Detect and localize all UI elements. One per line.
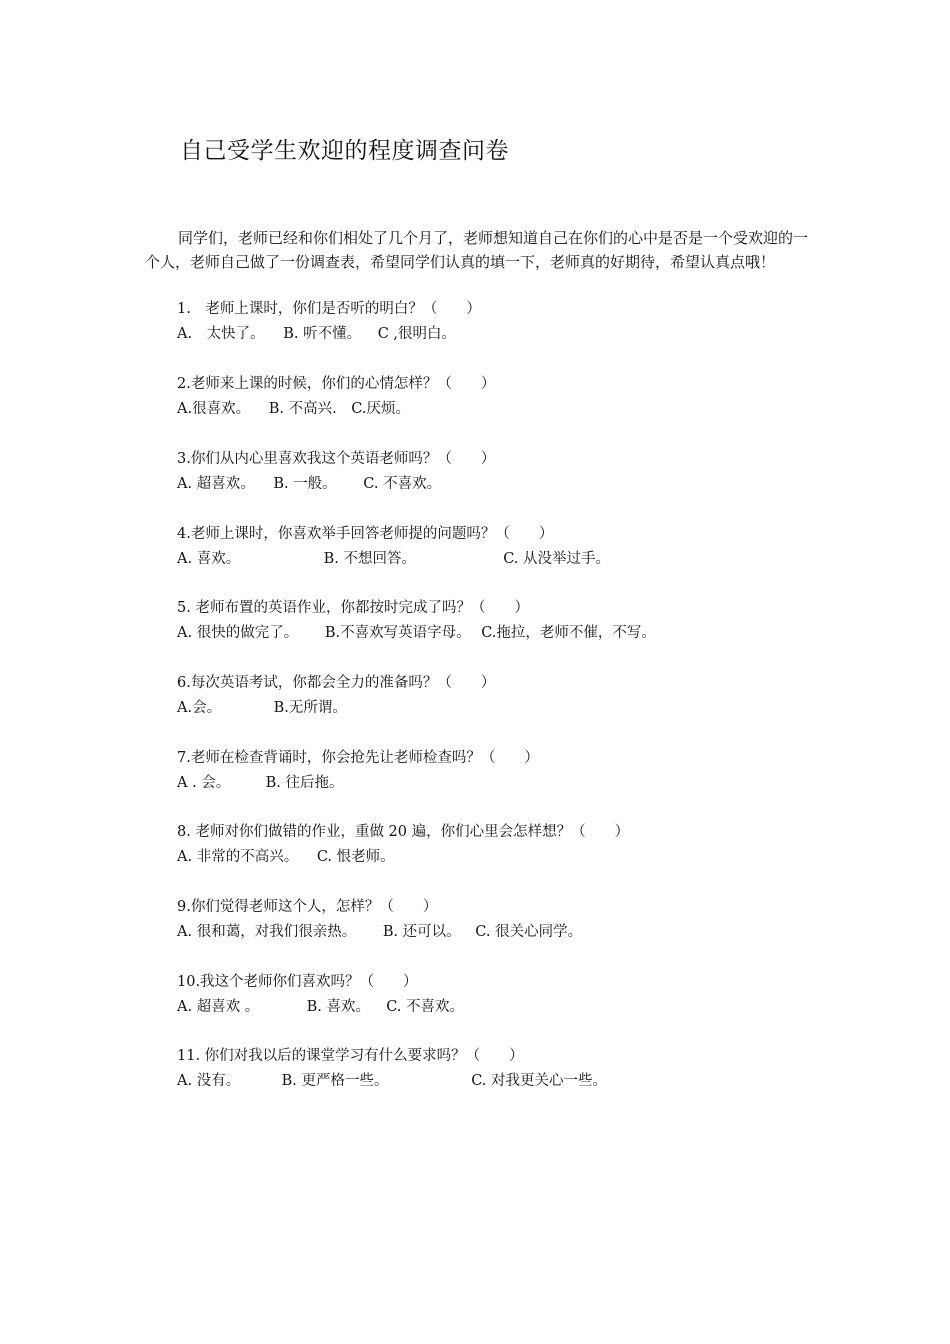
option-c: C. 从没举过手。 xyxy=(503,551,611,567)
answer-options xyxy=(177,995,817,1020)
question-text: 6.每次英语考试，你都会全力的准备吗？（ ） xyxy=(177,675,496,691)
option-a: A. 很和蔼，对我们很亲热。 xyxy=(177,924,357,940)
question-block-2 xyxy=(177,372,817,422)
option-b: B. 往后拖。 xyxy=(265,775,344,791)
option-a: A. 没有。 xyxy=(177,1073,241,1089)
option-a: A. 太快了。 xyxy=(177,326,265,342)
option-c: C. 对我更关心一些。 xyxy=(471,1073,608,1089)
question-block-9 xyxy=(177,895,817,945)
question-block-7 xyxy=(177,746,817,796)
option-a: A.会。 xyxy=(177,700,222,716)
question-block-11 xyxy=(177,1044,817,1094)
option-a: A. 非常的不高兴。 xyxy=(177,849,299,865)
page-title: 自己受学生欢迎的程度调查问卷 xyxy=(180,138,509,164)
option-a: A. 喜欢。 xyxy=(177,551,241,567)
answer-options xyxy=(177,397,817,422)
option-c: C ,很明白。 xyxy=(377,326,456,342)
option-c: C. 不喜欢。 xyxy=(386,999,465,1015)
answer-options xyxy=(177,1069,817,1094)
answer-options xyxy=(177,322,817,347)
option-b: B. 喜欢。 xyxy=(306,999,370,1015)
question-text: 11. 你们对我以后的课堂学习有什么要求吗？（ ） xyxy=(177,1048,524,1064)
option-a: A. 超喜欢 。 xyxy=(177,999,260,1015)
option-b: B. 不想回答。 xyxy=(323,551,416,567)
option-c: C.厌烦。 xyxy=(351,401,410,417)
question-text: 3.你们从内心里喜欢我这个英语老师吗？（ ） xyxy=(177,451,496,467)
question-text: 1. 老师上课时，你们是否听的明白？（ ） xyxy=(177,301,481,317)
question-block-6 xyxy=(177,671,817,721)
option-b: B. 还可以。 xyxy=(382,924,461,940)
option-c: C. 很关心同学。 xyxy=(475,924,583,940)
option-b: B. 听不懂。 xyxy=(283,326,362,342)
option-a: A. 很快的做完了。 xyxy=(177,625,299,641)
question-text: 10.我这个老师你们喜欢吗？（ ） xyxy=(177,974,418,990)
question-block-4 xyxy=(177,522,817,572)
answer-options xyxy=(177,771,817,796)
question-block-5 xyxy=(177,596,817,646)
answer-options xyxy=(177,547,817,572)
answer-options xyxy=(177,696,817,721)
option-a: A.很喜欢。 xyxy=(177,401,251,417)
option-a: A. 超喜欢。 xyxy=(177,476,255,492)
question-text: 9.你们觉得老师这个人，怎样？（ ） xyxy=(177,899,438,915)
option-c: C. 不喜欢。 xyxy=(363,476,442,492)
answer-options xyxy=(177,920,817,945)
question-block-1 xyxy=(177,297,817,347)
answer-options xyxy=(177,845,817,870)
question-text: 2.老师来上课的时候，你们的心情怎样？（ ） xyxy=(177,376,496,392)
option-c: C. 恨老师。 xyxy=(316,849,395,865)
question-text: 7.老师在检查背诵时，你会抢先让老师检查吗？（ ） xyxy=(177,750,539,766)
option-b: B.不喜欢写英语字母。 xyxy=(324,625,471,641)
question-text: 5. 老师布置的英语作业，你都按时完成了吗？（ ） xyxy=(177,600,529,616)
question-block-10 xyxy=(177,970,817,1020)
option-b: B. 不高兴. xyxy=(268,401,337,417)
option-c: C.拖拉，老师不催，不写。 xyxy=(481,625,656,641)
option-a: A . 会。 xyxy=(177,775,231,791)
intro-text: 同学们，老师已经和你们相处了几个月了，老师想知道自己在你们的心中是否是一个受欢迎的一个人，老师自己做了一份调查表，希望同学们认真的填一下，老师真的好期待，希望认真点哦！ xyxy=(145,229,809,271)
question-text: 4.老师上课时，你喜欢举手回答老师提的问题吗？（ ） xyxy=(177,526,554,542)
question-block-3 xyxy=(177,447,817,497)
intro-paragraph xyxy=(145,226,810,274)
option-b: B. 更严格一些。 xyxy=(281,1073,389,1089)
answer-options xyxy=(177,472,817,497)
option-b: B.无所谓。 xyxy=(273,700,347,716)
question-text: 8. 老师对你们做错的作业，重做 20 遍，你们心里会怎样想？（ ） xyxy=(177,824,630,840)
question-block-8 xyxy=(177,820,817,870)
answer-options xyxy=(177,621,817,646)
option-b: B. 一般。 xyxy=(273,476,337,492)
